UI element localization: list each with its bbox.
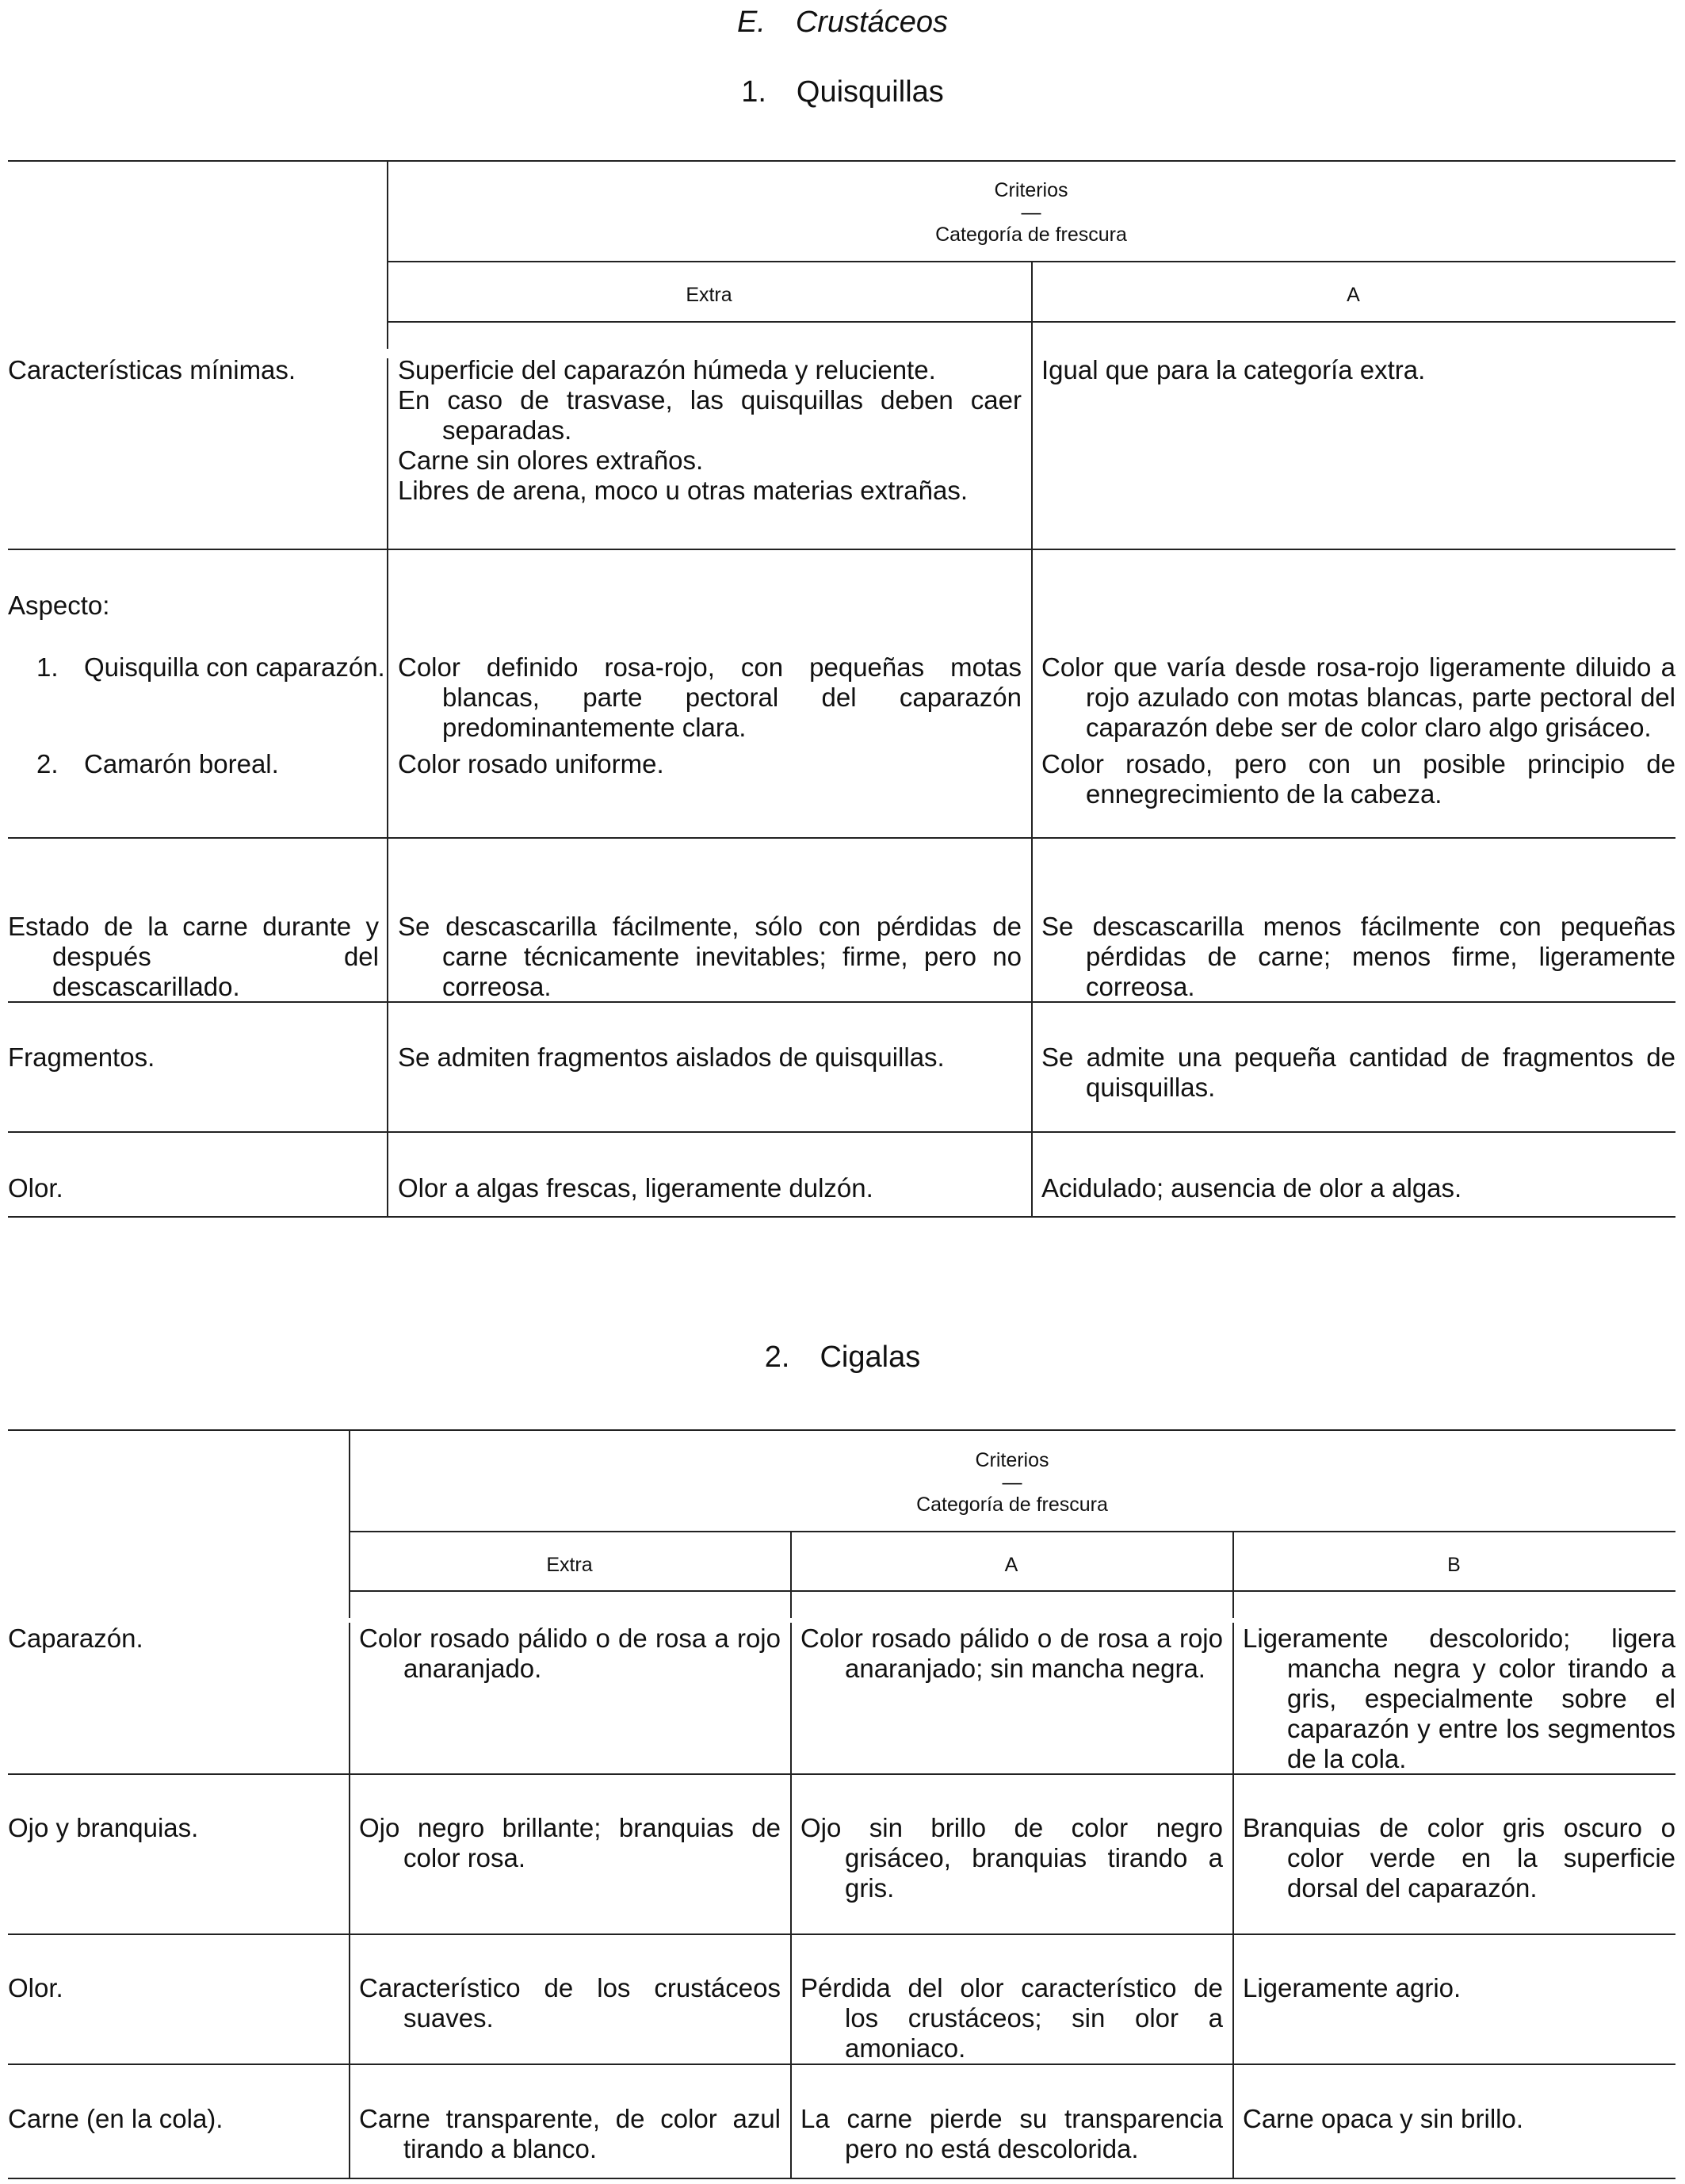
table-rule (8, 837, 1675, 839)
section-letter: E. (736, 6, 766, 39)
row-label: Fragmentos. (8, 1042, 155, 1072)
table-rule (8, 2178, 1675, 2179)
header-extra: Extra (546, 1554, 593, 1576)
quisquillas-name: Quisquillas (796, 75, 944, 109)
row-label: Ojo y branquias. (8, 1813, 199, 1842)
cell-extra: Color definido rosa-rojo, con pequeñas motas blancas, parte pectoral del caparazón predominantemente clara. (398, 652, 1022, 742)
row-label: Estado de la carne durante y después del descascarillado. (8, 912, 379, 1001)
row-label: Caparazón. (8, 1624, 143, 1653)
table-rule (8, 549, 1675, 550)
cigalas-title (0, 1340, 1685, 1375)
cell-a: Ojo sin brillo de color negro grisáceo, branquias tirando a gris. (800, 1813, 1223, 1903)
cell-extra: Color rosado uniforme. (398, 749, 664, 778)
table-rule (1232, 1623, 1234, 2178)
row-label: Carne (en la cola). (8, 2104, 224, 2133)
cell-a: Color rosado pálido o de rosa a rojo anaranjado; sin mancha negra. (800, 1624, 1223, 1683)
header-dash: — (1021, 201, 1041, 224)
table-rule (387, 358, 388, 1216)
header-criterios: Criterios (994, 179, 1068, 201)
table-rule (349, 1531, 1675, 1532)
sub-label: 1. Quisquilla con caparazón. (36, 652, 385, 682)
table-rule (8, 1216, 1675, 1218)
cell-a: Se admite una pequeña cantidad de fragmentos de quisquillas. (1041, 1042, 1675, 1102)
cell-a: Color que varía desde rosa-rojo ligeramente diluido a rojo azulado con motas blancas, parte pectoral del caparazón debe ser de color claro algo grisáceo. (1041, 652, 1675, 742)
cell-b: Branquias de color gris oscuro o color verde en la superficie dorsal del caparazón. (1243, 1813, 1675, 1903)
table-rule (8, 1429, 1675, 1431)
cell-extra: Se admiten fragmentos aislados de quisquillas. (398, 1042, 945, 1072)
sub-label: 2. Camarón boreal. (36, 749, 279, 778)
cell-extra: Característico de los crustáceos suaves. (359, 1973, 781, 2033)
table-rule (8, 1131, 1675, 1133)
table-rule (8, 2064, 1675, 2065)
header-extra: Extra (686, 284, 732, 306)
header-dash: — (1002, 1471, 1022, 1494)
section-title (0, 5, 1685, 40)
table-rule (349, 1590, 1675, 1592)
row-label: Olor. (8, 1173, 63, 1203)
header-b: B (1447, 1554, 1461, 1576)
row-label: Olor. (8, 1973, 63, 2002)
cell-extra: Olor a algas frescas, ligeramente dulzón. (398, 1173, 873, 1203)
section-name: Crustáceos (795, 6, 949, 39)
cigalas-name: Cigalas (820, 1341, 921, 1374)
cell-a: Acidulado; ausencia de olor a algas. (1041, 1173, 1462, 1203)
cell-a: Pérdida del olor característico de los crustáceos; sin olor a amoniaco. (800, 1973, 1223, 2063)
cell-extra: Ojo negro brillante; branquias de color rosa. (359, 1813, 781, 1872)
cigalas-number: 2. (764, 1341, 790, 1374)
cell-a: La carne pierde su transparencia pero no está descolorida. (800, 2104, 1223, 2163)
table-rule (349, 1623, 350, 2178)
table-rule (1031, 261, 1033, 1216)
cell-b: Ligeramente agrio. (1243, 1973, 1461, 2002)
row-label: Características mínimas. (8, 355, 296, 384)
header-criterios: Criterios (975, 1449, 1049, 1471)
cell-extra: Color rosado pálido o de rosa a rojo anaranjado. (359, 1624, 781, 1683)
header-categoria: Categoría de frescura (916, 1494, 1108, 1516)
table-rule (790, 1623, 792, 2178)
header-a: A (1004, 1554, 1018, 1576)
row-label: Aspecto: (8, 591, 110, 620)
header-a: A (1347, 284, 1360, 306)
cell-b: Ligeramente descolorido; ligera mancha negra y color tirando a gris, especialmente sobre el caparazón y entre los segmentos de la cola. (1243, 1624, 1675, 1773)
cell-extra: Se descascarilla fácilmente, sólo con pérdidas de carne técnicamente inevitables; firme, pero no correosa. (398, 912, 1022, 1001)
quisquillas-title (0, 75, 1685, 109)
header-categoria: Categoría de frescura (935, 224, 1127, 246)
quisquillas-number: 1. (741, 75, 766, 109)
table-rule (8, 160, 1675, 162)
cell-a: Igual que para la categoría extra. (1041, 355, 1426, 384)
cell-extra: Superficie del caparazón húmeda y reluciente. En caso de trasvase, las quisquillas deben caer separadas. Carne sin olores extraños. Libres de arena, moco u otras materias extrañas. (398, 355, 1022, 505)
cell-b: Carne opaca y sin brillo. (1243, 2104, 1524, 2133)
cell-a: Se descascarilla menos fácilmente con pequeñas pérdidas de carne; menos firme, ligeramente correosa. (1041, 912, 1675, 1001)
cell-extra: Carne transparente, de color azul tirando a blanco. (359, 2104, 781, 2163)
table-rule (8, 1933, 1675, 1935)
cell-a: Color rosado, pero con un posible principio de ennegrecimiento de la cabeza. (1041, 749, 1675, 809)
